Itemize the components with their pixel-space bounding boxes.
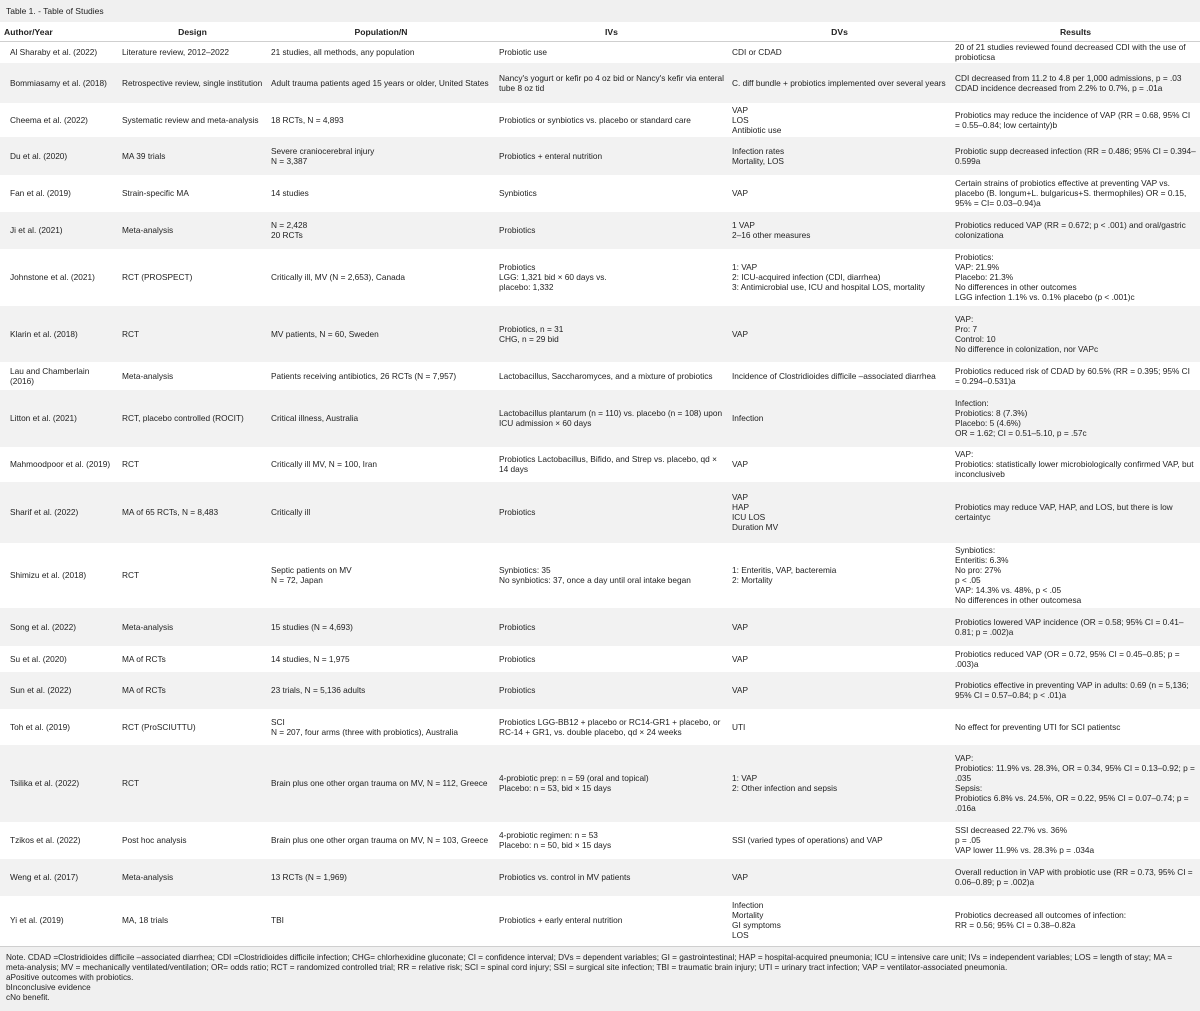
table-row xyxy=(0,859,1200,896)
dvs-cell: VAP xyxy=(728,608,951,646)
note-abbreviations: Note. CDAD =Clostridioides difficile –associated diarrhea; CDI =Clostridioides difficile infection; CHG= chlorhexidine gluconate; CI = confidence interval; DVs = dependent variables; GI = gastrointestinal; HAP = hospital-acquired pneumonia; ICU = intensive care unit; IVs = independent variables; LOS = length of stay; MA = meta-analysis; MV = mechanically ventilated/ventilation; OR= odds ratio; RCT = randomized controlled trial; RR = relative risk; SCI = spinal cord injury; SSI = surgical site infection; TBI = traumatic brain injury; UTI = urinary tract infection; VAP = ventilator-associated pneumonia. xyxy=(6,952,1173,972)
header-row xyxy=(0,22,1200,42)
note-footnote-b: bInconclusive evidence xyxy=(6,982,91,992)
ivs-cell: Probiotic use xyxy=(499,47,547,58)
design-cell: RCT (ProSCIUTTU) xyxy=(122,721,196,732)
ivs-cell: Probiotics xyxy=(495,482,728,543)
design-cell: MA 39 trials xyxy=(118,137,267,175)
design-cell: Meta-analysis xyxy=(118,608,267,646)
table-row xyxy=(0,175,1200,212)
results-cell: Probiotics reduced VAP (OR = 0.72, 95% CI = 0.45–0.85; p = .003)a xyxy=(955,648,1180,669)
design-cell: MA, 18 trials xyxy=(122,914,169,925)
author-cell: Du et al. (2020) xyxy=(0,137,118,175)
design-cell: MA of RCTs xyxy=(122,653,166,664)
author-cell: Yi et al. (2019) xyxy=(10,914,64,925)
table-row xyxy=(0,306,1200,362)
table-row xyxy=(0,390,1200,447)
population-cell: N = 2,428 20 RCTs xyxy=(267,212,495,249)
design-cell: MA of RCTs xyxy=(118,672,267,709)
results-cell: 20 of 21 studies reviewed found decreased CDI with the use of probioticsa xyxy=(955,42,1186,63)
table-note xyxy=(0,946,1200,1011)
table-row xyxy=(0,362,1200,390)
table-row xyxy=(0,745,1200,822)
results-cell: CDI decreased from 11.2 to 4.8 per 1,000 admissions, p = .03 CDAD incidence decreased from 2.2% to 0.7%, p = .01a xyxy=(951,63,1200,103)
ivs-cell: Probiotics xyxy=(495,672,728,709)
author-cell: Su et al. (2020) xyxy=(10,653,67,664)
table-row xyxy=(0,249,1200,306)
population-cell: Adult trauma patients aged 15 years or older, United States xyxy=(267,63,495,103)
author-cell: Ji et al. (2021) xyxy=(0,212,118,249)
author-cell: Johnstone et al. (2021) xyxy=(10,272,95,282)
table-row xyxy=(0,103,1200,137)
table-row xyxy=(0,137,1200,175)
dvs-cell: VAP HAP ICU LOS Duration MV xyxy=(728,482,951,543)
author-cell: Toh et al. (2019) xyxy=(10,721,70,732)
design-cell: Literature review, 2012–2022 xyxy=(122,47,230,58)
dvs-cell: Infection rates Mortality, LOS xyxy=(728,137,951,175)
design-cell: Retrospective review, single institution xyxy=(118,63,267,103)
dvs-cell: VAP xyxy=(732,188,748,198)
dvs-cell: UTI xyxy=(732,721,746,732)
population-cell: 21 studies, all methods, any population xyxy=(271,47,415,58)
author-cell: Mahmoodpoor et al. (2019) xyxy=(10,459,111,469)
population-cell: Brain plus one other organ trauma on MV, N = 103, Greece xyxy=(271,835,489,845)
table-body xyxy=(0,42,1200,944)
author-cell: Cheema et al. (2022) xyxy=(10,114,88,125)
ivs-cell: 4-probiotic regimen: n = 53 Placebo: n = 50, bid × 15 days xyxy=(499,830,612,850)
dvs-cell: SSI (varied types of operations) and VAP xyxy=(732,835,883,845)
header-author: Author/Year xyxy=(0,22,118,42)
results-cell: Probiotics effective in preventing VAP in adults: 0.69 (n = 5,136; 95% CI = 0.57–0.84; p < .01)a xyxy=(951,672,1200,709)
population-cell: 14 studies xyxy=(271,188,309,198)
ivs-cell: Probiotics Lactobacillus, Bifido, and Strep vs. placebo, qd × 14 days xyxy=(499,454,717,474)
dvs-cell: Incidence of Clostridioides difficile –associated diarrhea xyxy=(732,370,936,381)
table-row xyxy=(0,447,1200,482)
ivs-cell: Nancy's yogurt or kefir po 4 oz bid or Nancy's kefir via enteral tube 8 oz tid xyxy=(495,63,728,103)
dvs-cell: CDI or CDAD xyxy=(732,47,782,58)
population-cell: Brain plus one other organ trauma on MV, N = 112, Greece xyxy=(267,745,495,822)
results-cell: Probiotics: VAP: 21.9% Placebo: 21.3% No differences in other outcomes LGG infection 1.1% vs. 0.1% placebo (p < .001)c xyxy=(955,252,1135,302)
ivs-cell: Synbiotics xyxy=(499,188,537,198)
dvs-cell: 1: VAP 2: Other infection and sepsis xyxy=(728,745,951,822)
population-cell: Septic patients on MV N = 72, Japan xyxy=(271,565,352,585)
ivs-cell: 4-probiotic prep: n = 59 (oral and topical) Placebo: n = 53, bid × 15 days xyxy=(495,745,728,822)
results-cell: Overall reduction in VAP with probiotic use (RR = 0.73, 95% CI = 0.06–0.89; p = .002)a xyxy=(951,859,1200,896)
header-results: Results xyxy=(951,22,1200,42)
table-row xyxy=(0,709,1200,745)
results-cell: Certain strains of probiotics effective at preventing VAP vs. placebo (B. longum+L. bulgaricus+S. thermophiles) OR = 0.15, 95% = CI= 0.03–0.94)a xyxy=(955,178,1187,208)
results-cell: Probiotics may reduce the incidence of VAP (RR = 0.68, 95% CI = 0.55–0.84; low certainty)b xyxy=(955,109,1191,130)
header-population-label: Population/N xyxy=(354,27,408,37)
table-row xyxy=(0,646,1200,672)
population-cell: MV patients, N = 60, Sweden xyxy=(267,306,495,362)
results-cell: Probiotics reduced VAP (RR = 0.672; p < .001) and oral/gastric colonizationa xyxy=(951,212,1200,249)
author-cell: Weng et al. (2017) xyxy=(0,859,118,896)
author-cell: Shimizu et al. (2018) xyxy=(10,570,87,580)
design-cell: Systematic review and meta-analysis xyxy=(122,114,259,125)
results-cell: Synbiotics: Enteritis: 6.3% No pro: 27% p < .05 VAP: 14.3% vs. 48%, p < .05 No differences in other outcomesa xyxy=(955,545,1082,605)
author-cell: Al Sharaby et al. (2022) xyxy=(10,47,98,58)
dvs-cell: C. diff bundle + probiotics implemented over several years xyxy=(728,63,951,103)
population-cell: TBI xyxy=(271,914,284,925)
header-dvs: DVs xyxy=(728,22,951,42)
population-cell: 15 studies (N = 4,693) xyxy=(267,608,495,646)
table-caption: Table 1. - Table of Studies xyxy=(0,0,1200,22)
author-cell: Litton et al. (2021) xyxy=(0,390,118,447)
design-cell: Post hoc analysis xyxy=(122,835,187,845)
design-cell: RCT, placebo controlled (ROCIT) xyxy=(118,390,267,447)
design-cell: Meta-analysis xyxy=(122,370,174,381)
design-cell: RCT (PROSPECT) xyxy=(122,272,193,282)
results-cell: VAP: Pro: 7 Control: 10 No difference in colonization, nor VAPc xyxy=(951,306,1200,362)
population-cell: 23 trials, N = 5,136 adults xyxy=(267,672,495,709)
results-cell: Probiotics reduced risk of CDAD by 60.5% (RR = 0.395; 95% CI = 0.294–0.531)a xyxy=(955,365,1190,386)
results-cell: Probiotics decreased all outcomes of infection: RR = 0.56; 95% CI = 0.38–0.82a xyxy=(955,909,1127,930)
design-cell: RCT xyxy=(122,459,140,469)
dvs-cell: Infection xyxy=(728,390,951,447)
header-ivs: IVs xyxy=(495,22,728,42)
ivs-cell: Lactobacillus plantarum (n = 110) vs. placebo (n = 108) upon ICU admission × 60 days xyxy=(495,390,728,447)
header-population xyxy=(267,22,495,42)
author-cell: Bommiasamy et al. (2018) xyxy=(0,63,118,103)
note-footnote-c: cNo benefit. xyxy=(6,992,50,1002)
author-cell: Fan et al. (2019) xyxy=(10,188,71,198)
population-cell: SCI N = 207, four arms (three with probiotics), Australia xyxy=(271,716,458,737)
population-cell: 13 RCTs (N = 1,969) xyxy=(267,859,495,896)
ivs-cell: Probiotics vs. control in MV patients xyxy=(495,859,728,896)
dvs-cell: 1: Enteritis, VAP, bacteremia 2: Mortality xyxy=(732,565,837,585)
design-cell: RCT xyxy=(118,745,267,822)
table-row xyxy=(0,42,1200,63)
ivs-cell: Probiotics xyxy=(499,653,536,664)
table-row xyxy=(0,822,1200,859)
table-row xyxy=(0,63,1200,103)
ivs-cell: Probiotics + early enteral nutrition xyxy=(499,914,623,925)
population-cell: Severe craniocerebral injury N = 3,387 xyxy=(267,137,495,175)
dvs-cell: VAP xyxy=(728,672,951,709)
author-cell: Tsilika et al. (2022) xyxy=(0,745,118,822)
dvs-cell: Infection Mortality GI symptoms LOS xyxy=(732,899,781,940)
author-cell: Sun et al. (2022) xyxy=(0,672,118,709)
ivs-cell: Probiotics xyxy=(495,212,728,249)
ivs-cell: Probiotics LGG-BB12 + placebo or RC14-GR1 + placebo, or RC-14 + GR1, vs. double placebo, qd × 24 weeks xyxy=(499,716,721,737)
population-cell: Critically ill xyxy=(267,482,495,543)
table-row xyxy=(0,672,1200,709)
author-cell: Song et al. (2022) xyxy=(0,608,118,646)
table-row xyxy=(0,608,1200,646)
population-cell: Critical illness, Australia xyxy=(267,390,495,447)
dvs-cell: VAP LOS Antibiotic use xyxy=(732,104,782,135)
results-cell: VAP: Probiotics: statistically lower microbiologically confirmed VAP, but inconclusiveb xyxy=(955,449,1194,479)
dvs-cell: VAP xyxy=(728,306,951,362)
table-row xyxy=(0,482,1200,543)
results-cell: Probiotics may reduce VAP, HAP, and LOS, but there is low certaintyc xyxy=(951,482,1200,543)
ivs-cell: Probiotics or synbiotics vs. placebo or standard care xyxy=(499,114,691,125)
author-cell: Sharif et al. (2022) xyxy=(0,482,118,543)
dvs-cell: 1: VAP 2: ICU-acquired infection (CDI, diarrhea) 3: Antimicrobial use, ICU and hospital LOS, mortality xyxy=(732,262,925,292)
ivs-cell: Synbiotics: 35 No synbiotics: 37, once a day until oral intake began xyxy=(499,565,691,585)
design-cell: Meta-analysis xyxy=(118,212,267,249)
results-cell: No effect for preventing UTI for SCI patientsc xyxy=(955,721,1121,732)
author-cell: Tzikos et al. (2022) xyxy=(10,835,81,845)
design-cell: MA of 65 RCTs, N = 8,483 xyxy=(118,482,267,543)
dvs-cell: VAP xyxy=(728,859,951,896)
ivs-cell: Probiotics LGG: 1,321 bid × 60 days vs. placebo: 1,332 xyxy=(499,262,607,292)
header-design: Design xyxy=(118,22,267,42)
dvs-cell: VAP xyxy=(732,459,748,469)
population-cell: Critically ill, MV (N = 2,653), Canada xyxy=(271,272,405,282)
table-row xyxy=(0,543,1200,608)
studies-table xyxy=(0,22,1200,944)
design-cell: RCT xyxy=(118,306,267,362)
population-cell: Patients receiving antibiotics, 26 RCTs (N = 7,957) xyxy=(271,370,457,381)
results-cell: SSI decreased 22.7% vs. 36% p = .05 VAP lower 11.9% vs. 28.3% p = .034a xyxy=(955,825,1095,855)
dvs-cell: 1 VAP 2–16 other measures xyxy=(728,212,951,249)
ivs-cell: Probiotics + enteral nutrition xyxy=(495,137,728,175)
design-cell: Strain-specific MA xyxy=(122,188,189,198)
population-cell: 18 RCTs, N = 4,893 xyxy=(271,114,344,125)
ivs-cell: Lactobacillus, Saccharomyces, and a mixture of probiotics xyxy=(499,370,713,381)
author-cell: Lau and Chamberlain (2016) xyxy=(10,365,90,386)
ivs-cell: Probiotics xyxy=(495,608,728,646)
note-footnote-a: aPositive outcomes with probiotics. xyxy=(6,972,134,982)
results-cell: Infection: Probiotics: 8 (7.3%) Placebo: 5 (4.6%) OR = 1.62; CI = 0.51–5.10, p = .57c xyxy=(951,390,1200,447)
results-cell: Probiotic supp decreased infection (RR = 0.486; 95% CI = 0.394–0.599a xyxy=(951,137,1200,175)
design-cell: RCT xyxy=(122,570,140,580)
population-cell: 14 studies, N = 1,975 xyxy=(271,653,350,664)
design-cell: Meta-analysis xyxy=(118,859,267,896)
population-cell: Critically ill MV, N = 100, Iran xyxy=(271,459,377,469)
results-cell: VAP: Probiotics: 11.9% vs. 28.3%, OR = 0.34, 95% CI = 0.13–0.92; p = .035 Sepsis: Probiotics 6.8% vs. 24.5%, OR = 0.22, 95% CI = 0.07–0.74; p = .016a xyxy=(951,745,1200,822)
dvs-cell: VAP xyxy=(732,653,748,664)
author-cell: Klarin et al. (2018) xyxy=(0,306,118,362)
ivs-cell: Probiotics, n = 31 CHG, n = 29 bid xyxy=(495,306,728,362)
table-row xyxy=(0,212,1200,249)
results-cell: Probiotics lowered VAP incidence (OR = 0.58; 95% CI = 0.41–0.81; p = .002)a xyxy=(951,608,1200,646)
table-row xyxy=(0,896,1200,944)
